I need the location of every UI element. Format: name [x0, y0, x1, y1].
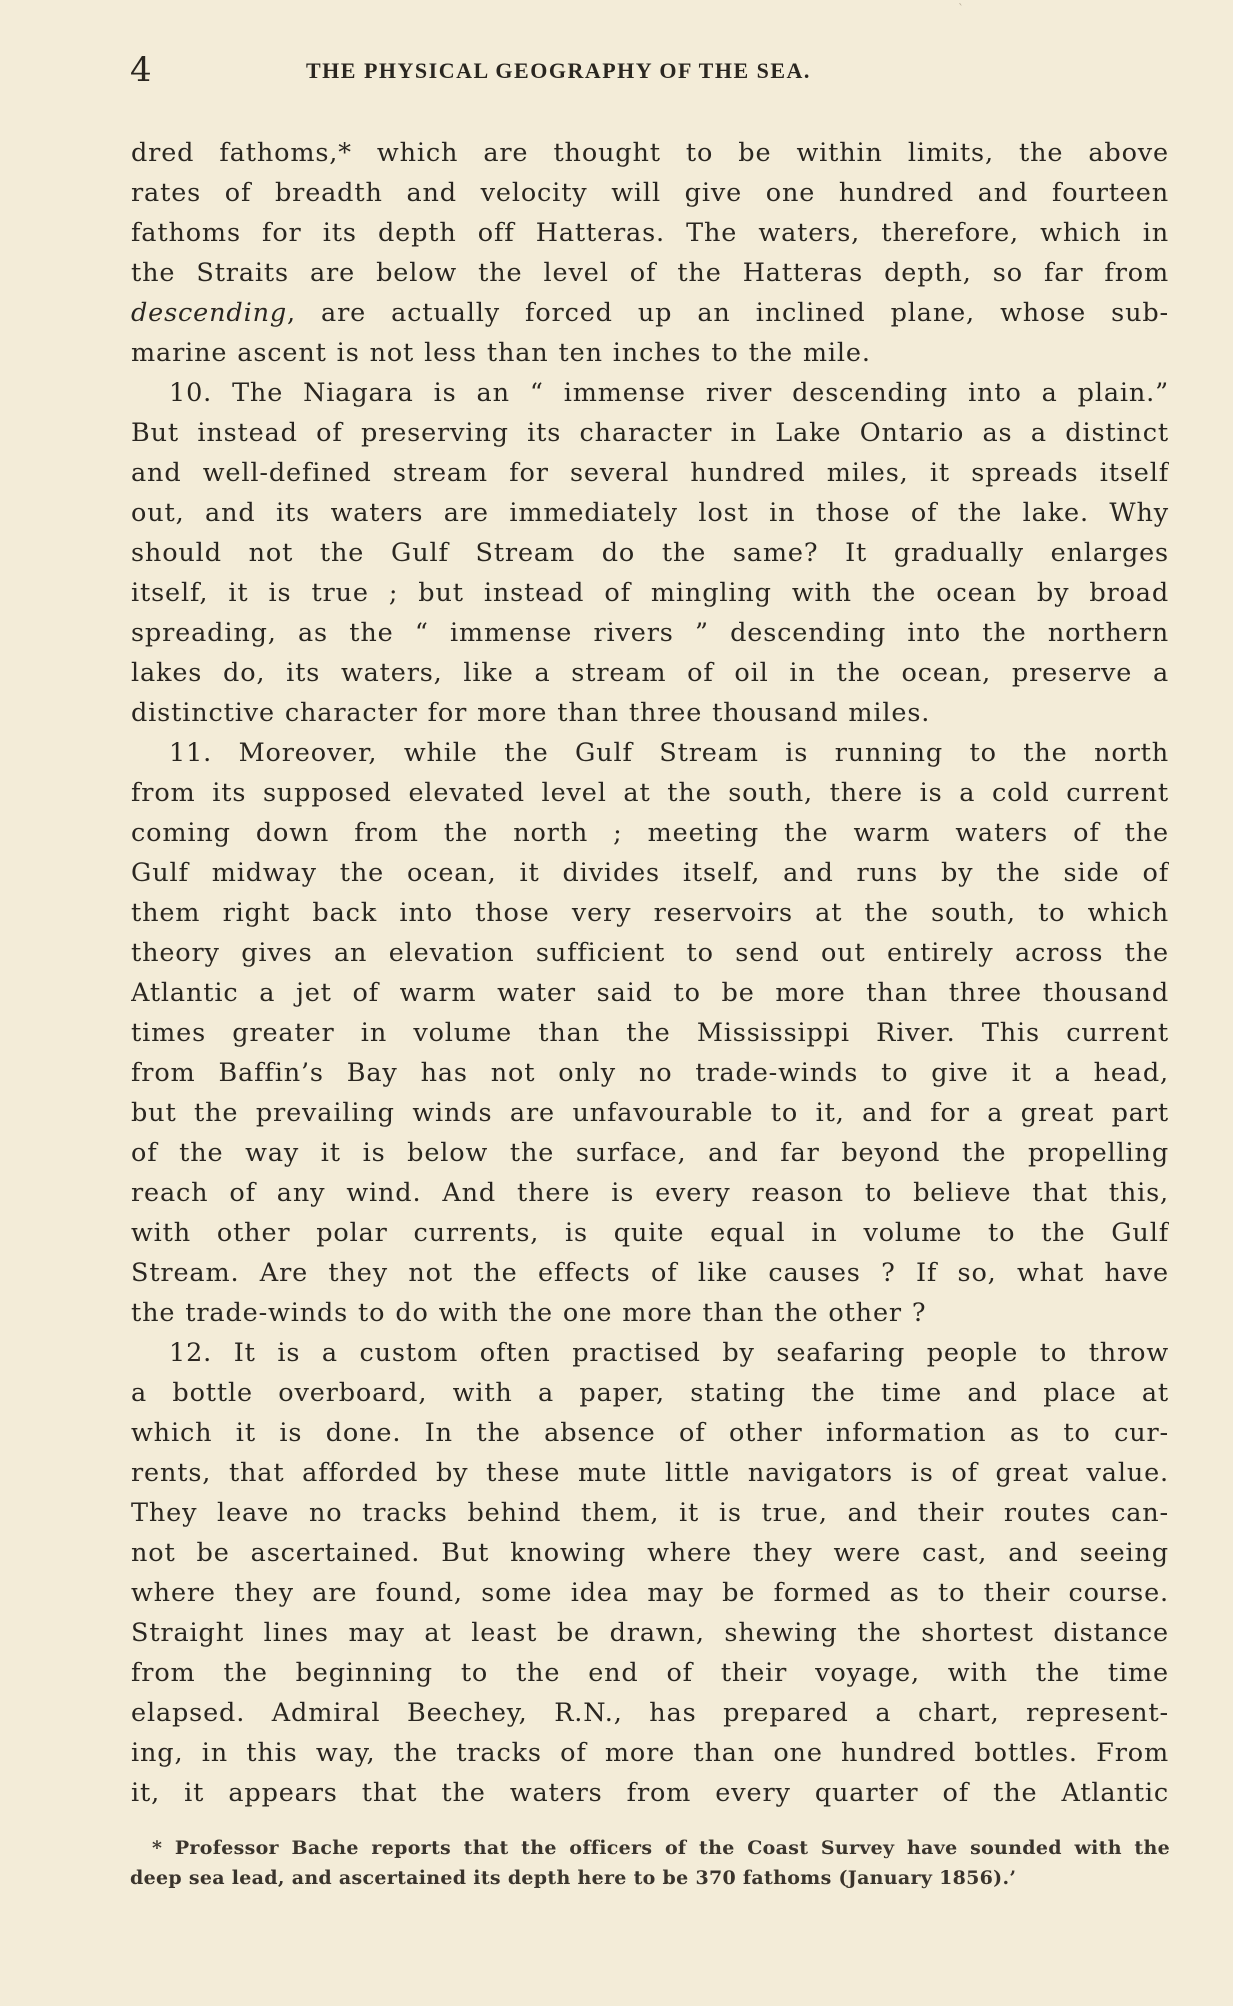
- text-line: reach of any wind. And there is every reason to believe that this,: [131, 1178, 1169, 1208]
- text-line: out, and its waters are immediately lost in those of the lake. Why: [131, 498, 1169, 528]
- text-line: distinctive character for more than three thousand miles.: [131, 698, 931, 728]
- text-line: not be ascertained. But knowing where they were cast, and seeing: [131, 1538, 1169, 1568]
- text-line: them right back into those very reservoirs at the south, to which: [131, 898, 1169, 928]
- text-line: theory gives an elevation sufficient to send out entirely across the: [131, 938, 1169, 968]
- text-line: descending, are actually forced up an inclined plane, whose sub-: [131, 298, 1169, 328]
- text-line: marine ascent is not less than ten inches to the mile.: [131, 338, 871, 368]
- text-line: the trade-winds to do with the one more than the other ?: [131, 1298, 927, 1328]
- text-line: dred fathoms,* which are thought to be within limits, the above: [131, 138, 1169, 168]
- footnote-line: * Professor Bache reports that the officers of the Coast Survey have sounded with the: [152, 1837, 1170, 1859]
- footnote-line: deep sea lead, and ascertained its depth here to be 370 fathoms (January 1856).’: [130, 1867, 1017, 1889]
- paragraph-11-start: 11. Moreover, while the Gulf Stream is running to the north: [169, 738, 1169, 768]
- text-line: but the prevailing winds are unfavourable to it, and for a great part: [131, 1098, 1169, 1128]
- text-line: Atlantic a jet of warm water said to be more than three thousand: [131, 978, 1169, 1008]
- text-line: the Straits are below the level of the Hatteras depth, so far from: [131, 258, 1169, 288]
- text-line: where they are found, some idea may be formed as to their course.: [131, 1578, 1169, 1608]
- text-line: with other polar currents, is quite equal in volume to the Gulf: [131, 1218, 1169, 1248]
- text-line: ing, in this way, the tracks of more than one hundred bottles. From: [131, 1738, 1169, 1768]
- text-line: elapsed. Admiral Beechey, R.N., has prepared a chart, represent-: [131, 1698, 1169, 1728]
- text-line: and well-defined stream for several hundred miles, it spreads itself: [131, 458, 1169, 488]
- text-line: it, it appears that the waters from every quarter of the Atlantic: [131, 1778, 1169, 1808]
- text-line: rates of breadth and velocity will give one hundred and fourteen: [131, 178, 1169, 208]
- text-line: from its supposed elevated level at the south, there is a cold current: [131, 778, 1169, 808]
- text-line: Straight lines may at least be drawn, shewing the shortest distance: [131, 1618, 1169, 1648]
- text-line: spreading, as the “ immense rivers ” descending into the northern: [131, 618, 1169, 648]
- text-line: They leave no tracks behind them, it is true, and their routes can-: [131, 1498, 1169, 1528]
- italic-word: descending: [131, 298, 288, 328]
- text-line: should not the Gulf Stream do the same? It gradually enlarges: [131, 538, 1169, 568]
- body-text: [131, 133, 1169, 1813]
- text-line: rents, that afforded by these mute little navigators is of great value.: [131, 1458, 1169, 1488]
- text-line: which it is done. In the absence of other information as to cur-: [131, 1418, 1169, 1448]
- text-line: lakes do, its waters, like a stream of oil in the ocean, preserve a: [131, 658, 1169, 688]
- paragraph-12-start: 12. It is a custom often practised by seafaring people to throw: [169, 1338, 1169, 1368]
- page-header: [130, 50, 1170, 90]
- text-line: itself, it is true ; but instead of mingling with the ocean by broad: [131, 578, 1169, 608]
- text-line: coming down from the north ; meeting the warm waters of the: [131, 818, 1169, 848]
- text-line: Stream. Are they not the effects of like causes ? If so, what have: [131, 1258, 1169, 1288]
- footnote: [130, 1833, 1170, 1893]
- scan-mark: `: [958, 2, 964, 16]
- text-line: of the way it is below the surface, and far beyond the propelling: [131, 1138, 1169, 1168]
- text-line: Gulf midway the ocean, it divides itself, and runs by the side of: [131, 858, 1169, 888]
- text-line: from the beginning to the end of their voyage, with the time: [131, 1658, 1169, 1688]
- text-line: from Baffin’s Bay has not only no trade-winds to give it a head,: [131, 1058, 1169, 1088]
- text-line: a bottle overboard, with a paper, stating the time and place at: [131, 1378, 1169, 1408]
- text-line: fathoms for its depth off Hatteras. The waters, therefore, which in: [131, 218, 1169, 248]
- text-line: But instead of preserving its character in Lake Ontario as a distinct: [131, 418, 1169, 448]
- text-line: times greater in volume than the Mississippi River. This current: [131, 1018, 1169, 1048]
- running-head: THE PHYSICAL GEOGRAPHY OF THE SEA.: [306, 58, 811, 83]
- paragraph-10-start: 10. The Niagara is an “ immense river descending into a plain.”: [169, 378, 1169, 408]
- page-number: 4: [130, 50, 152, 90]
